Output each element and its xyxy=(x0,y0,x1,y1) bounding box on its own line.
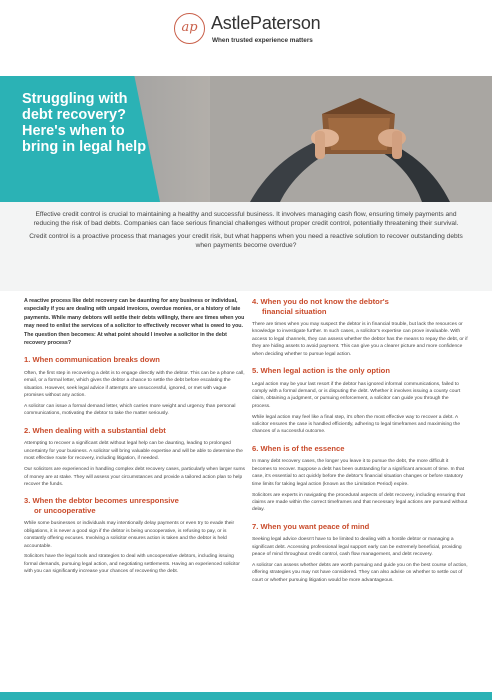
left-column xyxy=(24,297,246,579)
body-paragraph: A solicitor can assess whether debts are worth pursuing and guide you on the best course of action, offering strategies you may not have considered. They can also advise on whether to settle out of court or whether pursuing litigation would be more advantageous. xyxy=(252,562,468,583)
empty-wallet-photo xyxy=(210,76,492,202)
section-heading: 6. When is of the essence xyxy=(252,443,345,453)
brand-name: AstlePaterson xyxy=(211,13,321,33)
header xyxy=(0,0,492,76)
hero-banner xyxy=(0,76,492,202)
body-paragraph: Legal action may be your last resort if the debtor has ignored informal communications, failed to comply with a formal demand, or is disputing the debt. Whether it involves issuing a county court claim, obtaining a judgment, or pursuing enforcement, a solicitor can guide you through the process. xyxy=(252,381,461,409)
brand-tagline: When trusted experience matters xyxy=(212,37,313,44)
logo-icon: ap xyxy=(174,13,205,44)
section-heading-line: 4. When you do not know the debtor's xyxy=(252,297,389,306)
right-column xyxy=(252,297,468,588)
body-paragraph: While some businesses or individuals may intentionally delay payments or even try to evade their obligations, it is never a good sign if the debtor is being uncooperative, is refusing to pay, or is constantly offering excuses. Involving a solicitor ensures action is taken and the debtor is held accountable. xyxy=(24,521,235,549)
section-heading-line: financial situation xyxy=(262,306,327,316)
body-paragraph: In many debt recovery cases, the longer you leave it to pursue the debt, the more difficult it becomes to recover. Suppose a debt has been outstanding for a significant amount of time. In that case, it's essential to act quickly before the debtor's financial situation changes or before statutory time limits for taking legal action (known as the Limitation Period) expire. xyxy=(252,459,465,487)
body-paragraph: There are times when you may suspect the debtor is in financial trouble, but lack the resources or knowledge to investigate further. In such cases, a solicitor's expertise can prove invaluable. With access to legal channels, they can assess whether the debtor has the means to repay the debt, or if they are hiding assets to avoid payment. This can give you a clearer picture and more confidence when deciding whether to pursue legal action. xyxy=(252,322,468,357)
body-paragraph: While legal action may feel like a final step, it's often the most effective way to recover a debt. A solicitor ensures the case is handled efficiently, adhering to legal timeframes and maximising the chances of a successful outcome. xyxy=(252,414,461,435)
body-paragraph: Often, the first step in recovering a debt is to engage directly with the debtor. This can be a phone call, email, or a formal letter, which gives the debtor a chance to settle the debt before escalating the situation. However, seek legal advice if attempts are unsuccessful, ignored, or met with vague promises without any action. xyxy=(24,370,245,399)
section-heading xyxy=(24,496,246,515)
body-paragraph: Solicitors are experts in navigating the procedural aspects of debt recovery, including ensuring that claims are made within the correct timeframes and that necessary legal actions are pursued without delay. xyxy=(252,492,468,513)
section-heading-line: or uncooperative xyxy=(34,505,96,515)
body-paragraph: Solicitors have the legal tools and strategies to deal with uncooperative debtors, including issuing formal demands, pursuing legal action, and negotiating settlements. Having an experienced solicitor with you can significantly increase your chances of recovering the debt. xyxy=(24,554,240,575)
intro-paragraph: Credit control is a proactive process that manages your credit risk, but what happens when you need a reactive solution to recover outstanding debts when payments become overdue? xyxy=(29,233,463,249)
section-heading: 2. When dealing with a substantial debt xyxy=(24,425,166,435)
section-heading: 5. When legal action is the only option xyxy=(252,366,390,376)
intro-paragraph: Effective credit control is crucial to maintaining a healthy and successful business. It involves managing cash flow, ensuring timely payments and reducing the risk of bad debts. Companies can face serious financial challenges without proper credit control, potentially threatening their survival. xyxy=(33,211,459,227)
body-paragraph: Seeking legal advice doesn't have to be limited to dealing with a hostile debtor or managing a significant debt. Accessing professional legal support early can be extremely beneficial, providing peace of mind throughout credit control, cash flow management, and debt recovery. xyxy=(252,537,462,558)
body-paragraph: Our solicitors are experienced in handling complex debt recovery cases, particularly when larger sums of money are at stake. They will assess your circumstances and provide a tailored action plan to help recover the funds. xyxy=(24,467,245,487)
body-paragraph: Attempting to recover a significant debt without legal help can be daunting, leading to prolonged uncertainty for your business. A solicitor will bring valuable expertise and will be able to determine the most effective route for recovery, including litigation, if needed. xyxy=(24,441,243,462)
footer-accent-bar xyxy=(0,692,492,700)
section-heading: 7. When you want peace of mind xyxy=(252,521,370,531)
section-heading xyxy=(252,297,468,316)
lead-paragraph: A reactive process like debt recovery can be daunting for any business or individual, especially if you are dealing with unpaid invoices, overdue monies, or a history of late payments. While many debtors will settle their debts willingly, there are times when you may need to enlist the services of a solicitor to effectively recover what is owed to you. The question then becomes: At what point should I involve a solicitor in the debt recovery process? xyxy=(24,298,245,347)
intro-box xyxy=(0,202,492,291)
section-heading-line: 3. When the debtor becomes unresponsive xyxy=(24,496,179,506)
body-paragraph: A solicitor can issue a formal demand letter, which carries more weight and urgency than personal communications, motivating the debtor to take the matter seriously. xyxy=(24,404,236,417)
section-heading: 1. When communication breaks down xyxy=(24,355,160,365)
hero-title: Struggling with debt recovery? Here's when to bring in legal help xyxy=(22,91,147,155)
